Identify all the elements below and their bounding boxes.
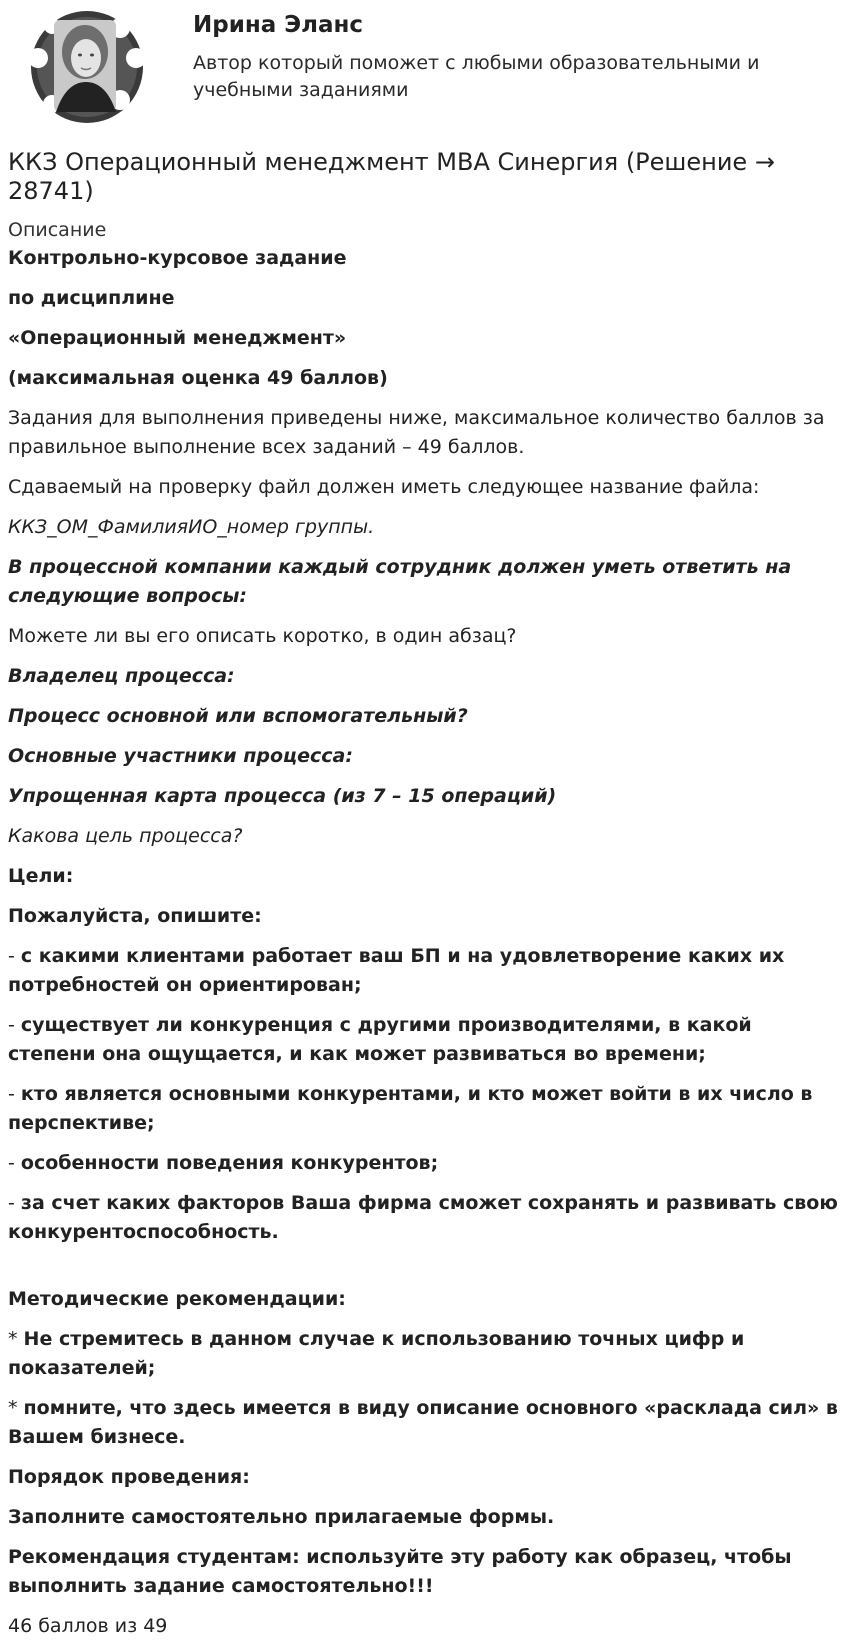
description-label: Описание: [8, 219, 107, 241]
list-marker: -: [8, 1014, 21, 1036]
list-item: [8, 1394, 838, 1452]
discipline-name: «Операционный менеджмент»: [8, 327, 347, 349]
work-title: ККЗ Операционный менеджмент МВА Синергия (Решение → 28741): [8, 148, 775, 205]
list-item: [8, 1189, 838, 1247]
film-reel-avatar-icon: [16, 8, 158, 126]
list-item: [8, 1011, 838, 1069]
author-header: [8, 0, 839, 140]
paragraph-process-map: Упрощенная карта процесса (из 7 – 15 операций): [8, 785, 557, 807]
list-marker: *: [8, 1328, 24, 1350]
paragraph-please-describe: Пожалуйста, опишите:: [8, 905, 262, 927]
paragraph-recommendation: Рекомендация студентам: используйте эту работу как образец, чтобы выполнить задание самостоятельно!!!: [8, 1546, 792, 1597]
max-score: (максимальная оценка 49 баллов): [8, 367, 388, 389]
list-marker: *: [8, 1397, 24, 1419]
list-item-text: особенности поведения конкурентов;: [20, 1152, 439, 1174]
paragraph-filename-label: Сдаваемый на проверку файл должен иметь следующее название файла:: [8, 476, 760, 498]
list-marker: -: [8, 1192, 21, 1214]
list-item: [8, 1325, 838, 1383]
paragraph-participants: Основные участники процесса:: [8, 745, 353, 767]
score-text: 46 баллов из 49: [8, 1615, 168, 1637]
list-item-text: кто является основными конкурентами, и кто может войти в их число в перспективе;: [8, 1083, 813, 1134]
list-marker: -: [8, 1083, 21, 1105]
paragraph-intro: Задания для выполнения приведены ниже, максимальное количество баллов за правильное выполнение всех заданий – 49 баллов.: [8, 407, 825, 458]
list-item: [8, 1149, 838, 1178]
list-item-text: Не стремитесь в данном случае к использованию точных цифр и показателей;: [8, 1328, 745, 1379]
list-item: [8, 1080, 838, 1138]
paragraph-fill-forms: Заполните самостоятельно прилагаемые формы.: [8, 1506, 555, 1528]
author-description: Автор который поможет с любыми образовательными и учебными заданиями: [193, 52, 760, 101]
list-marker: -: [8, 1152, 21, 1174]
paragraph-methodical: Методические рекомендации:: [8, 1288, 346, 1310]
task-heading: Контрольно-курсовое задание: [8, 247, 347, 269]
list-item-text: помните, что здесь имеется в виду описание основного «расклада сил» в Вашем бизнесе.: [8, 1397, 838, 1448]
paragraph-goals: Цели:: [8, 865, 74, 887]
paragraph-owner: Владелец процесса:: [8, 665, 235, 687]
paragraph-process-type: Процесс основной или вспомогательный?: [8, 705, 468, 727]
list-marker: -: [8, 945, 21, 967]
list-item: [8, 942, 838, 1000]
list-item-text: за счет каких факторов Ваша фирма сможет сохранять и развивать свою конкурентоспособность.: [8, 1192, 838, 1243]
paragraph-procedure: Порядок проведения:: [8, 1466, 250, 1488]
author-avatar[interactable]: [16, 8, 158, 126]
author-name[interactable]: Ирина Эланс: [193, 12, 364, 38]
discipline-label: по дисциплине: [8, 287, 175, 309]
paragraph-questions-heading: В процессной компании каждый сотрудник должен уметь ответить на следующие вопросы:: [8, 556, 792, 607]
description-content: [8, 244, 839, 1601]
paragraph-question: Можете ли вы его описать коротко, в один абзац?: [8, 625, 517, 647]
paragraph-filename: ККЗ_ОМ_ФамилияИО_номер группы.: [8, 516, 375, 538]
list-item-text: с какими клиентами работает ваш БП и на удовлетворение каких их потребностей он ориентирован;: [8, 945, 785, 996]
paragraph-goal-question: Какова цель процесса?: [8, 825, 243, 847]
list-item-text: существует ли конкуренция с другими производителями, в какой степени она ощущается, и как может развиваться во времени;: [8, 1014, 752, 1065]
